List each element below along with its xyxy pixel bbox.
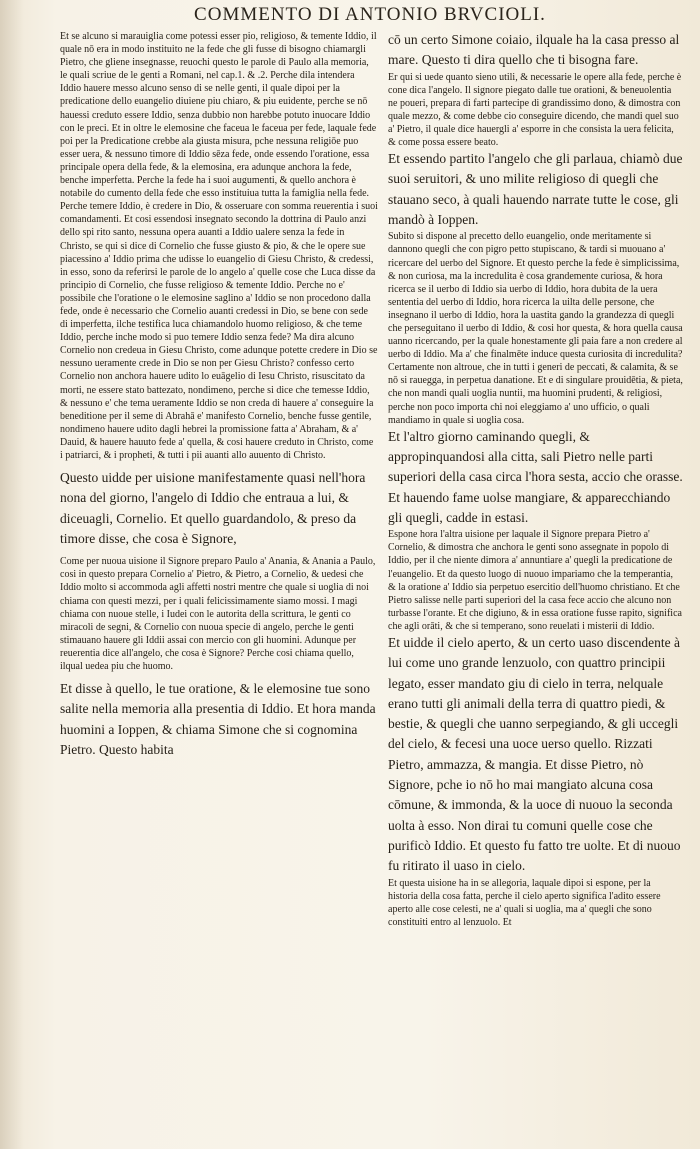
commentary-paragraph: Subito si dispone al precetto dello euangelio, onde meritamente si dannono quegli che con pigro petto stupiscano, & tardi si muouano a' ricercare del uerbo del Signore. Et questo perche la fede è simplicissima, & non curiosa, ma la incredulita è cosa grandemente curiosa, & hora ricerca se il uerbo di Iddio sia uerbo di Iddio, hora dubita de la uera sententia del uerbo di Iddio, hora ricerca la uilta delle persone, che insegnano il uerbo di Iddio, hora la uastita gando la grandezza di quegli che perseguitano il uerbo di Iddio, & cosi hor questa, & hora quella causa uanno ricercando, per la quale honestamente gli paia fare a non credere al uerbo di Iddio. Ma a' che finalmēte induce questa curiosita di incredulita? Certamente non altroue, che in tutti i generi de peccati, & calamita, & se nō si rauegga, in perpetua danatione. Et e di singulare prouidētia, & pieta, che non mandi quali uoglia nuntii, ma huomini prudenti, & religiosi, perche non poco importa chi noi eleggiamo a' uno ufficio, o quali mandiamo in quale si uoglia cosa.: [388, 231, 683, 426]
page-gutter-shadow: [0, 0, 24, 1149]
scripture-passage: Et disse à quello, le tue oratione, & le elemosine tue sono salite nella memoria alla presentia di Iddio. Et hora manda huomini a Ioppen, & chiama Simone che si cognomina Pietro. Questo habita: [60, 681, 376, 758]
commentary-paragraph: Et questa uisione ha in se allegoria, laquale dipoi si espone, per la historia della cosa fatta, perche il cielo aperto significa l'adito essere aperto alle cose celesti, ne a' quali si uoglia, ma a' quegli che sono constituiti entro al lenzuolo. Et: [388, 877, 661, 928]
scripture-passage: Et l'altro giorno caminando quegli, & appropinquandosi alla citta, sali Pietro nelle parti superiori della casa circa l'hora sesta, accio che orasse. Et hauendo fame uolse mangiare, & apparecchiando gli quegli, cadde in estasi.: [388, 428, 683, 525]
scripture-passage: cō un certo Simone coiaio, ilquale ha la casa presso al mare. Questo ti dira quello che ti bisogna fare.: [388, 32, 680, 68]
commentary-paragraph: Espone hora l'altra uisione per laquale il Signore prepara Pietro a' Cornelio, & dimostra che anchora le genti sono assegnate in popolo di Iddio, per il che niente dimora a' annuntiare a' quegli la predicatione de l'euangelio. Et da questo luogo di nuouo impariamo che la temperantia, & la oratione a' Iddio sia perpetuo esercitio dell'huomo christiano. Et che Pietro salisse nelle parti superiori del la casa fece accio che alcuno non turbasse l'orante. Et che digiuno, & in essa oratione fusse rapito, significa che agli orāti, & che si temperano, sono reuelati i misterii di Iddio.: [388, 529, 682, 632]
running-header: COMMENTO DI ANTONIO BRVCIOLI.: [194, 4, 546, 25]
scripture-passage: Et uidde il cielo aperto, & un certo uaso discendente à lui come uno grande lenzuolo, con quattro principii legato, esser mandato giu di cielo in terra, nelquale erano tutti gli animali della terra di quattro piedi, & bestie, & quegli che uanno serpegiando, & gli uccegli del cielo, & fecesi una uoce uerso quello. Rizzati Pietro, ammazza, & mangia. Et disse Pietro, nò Signore, pche io nō ho mai mangiato alcuna cosa cōmune, & immonda, & la uoce di nuouo la seconda uolta à esso. Non dirai tu comuni quelle cose che purificò Iddio. Et questo fu fatto tre uolte. Et di nuouo fu ritirato il uaso in cielo.: [388, 634, 681, 874]
commentary-paragraph: Er qui si uede quanto sieno utili, & necessarie le opere alla fede, perche è cone dica l'angelo. Il signore piegato dalle tue orationi, & beneuolentia ne poueri, prepara di farti partecipe di grandissimo dono, & dimostra con quale mezzo, & come debbe cio conseguire dicendo, che mandi quel suo a' Pietro, il quale dice hauergli a' esporre in che consista la uera felicita, & come possa essere beato.: [388, 71, 682, 149]
right-column: [388, 30, 683, 929]
scripture-passage: Questo uidde per uisione manifestamente quasi nell'hora nona del giorno, l'angelo di Iddio che entraua a lui, & diceuagli, Cornelio. Et quello guardandolo, & preso da timore disse, che cosa è Signore,: [60, 470, 366, 546]
scripture-passage: Et essendo partito l'angelo che gli parlaua, chiamò due suoi seruitori, & uno milite religioso di quegli che stauano seco, à quali hauendo narrate tutte le cose, gli mandò à Ioppen.: [388, 151, 683, 228]
commentary-paragraph: Come per nuoua uisione il Signore preparo Paulo a' Anania, & Anania a Paulo, cosi in questo prepara Cornelio a' Pietro, & Pietro, a Cornelio, & uedesi che Iddio molto si accommoda agli affetti nostri mentre che quale si uoglia di noi chiama con questi mezzi, per i quali felicissimamente siamo mossi. I magi chiama con nuoue stelle, i Iudei con le autorita della scrittura, le genti co miracoli de segni, & Cornelio con nuoua specie di angelo, perche le genti stimauano hauere gli Iddii assai con mercio con gli huomini. Adunque per reuerentia dice all'angelo, che cosa è Signore? Perche cosi chiama quello, ilqual uedea piu che huomo.: [60, 556, 376, 673]
commentary-paragraph: Et se alcuno si marauiglia come potessi esser pio, religioso, & temente Iddio, il quale nō era in modo instituito ne la fede che gli fusse di bisogno chiamargli Pietro, che gliene insegnasse, reuochi questo le parole di Paulo alla memoria, le quali scriue de le genti a Romani, nel cap.1. & .2. Perche dila intendera Iddio hauere messo alcuno senso di se nelle genti, il quale dipoi per la predicatione dello euangelio diuiene piu chiaro, & piu euidente, perche se nō hauessi creduto essere Iddio, senza dubbio non harebbe potuto inuocare Iddio con le preci. Et in oltre le elemosine che faceua le faceua per fede, laquale fede poi per la Predicatione crebbe ala giusta misura, pche nessuna religiōe puo esser uera, & nessuno timore di Iddio sēza fede, onde essendo l'oratione, essa principale opera della fede, & la elemosina, era adunque anchora la fede, benche imperfetta. Perche la fede ha i suoi augumenti, & quello anchora è notabile do cumento della fede che esso instituiua tutta la famiglia nella fede. Perche temere Iddio, è credere in Dio, & osseruare con somma reuerentia i suoi comandamenti. Et cosi essendosi insegnato secondo la dottrina di Paulo anzi dello spi rito santo, nessuna opera auanti a Iddio ualere senza la fede in Christo, se qui si dice di Cornelio che fusse giusto & pio, & che le opere sue piacessino a' Iddio prima che udisse lo euangelio di Giesu Christo, & credessi, in esso, sono da referirsi le parole de lo angelo a' quelle cose che Luca disse da principio di Cornelio, che fusse religioso & temente Iddio. Perche no e' possibile che l'oratione o le elemosine saglino a' Iddio se non procedono dalla fede, onde è necessario che Cornelio auanti credessi in Dio, se bene con sede di imperfetta, ilche testifica luca chiamandolo huomo religioso, & che teme Iddio, perche inche modo si puo temere Iddio senza fede? Ma dira alcuno Cornelio non credeua in Giesu Christo, come adunque potette credere in Dio se nessuno ueramente crede in Dio se non per Giesu Christo? confesso certo Cornelio non anchora hauere udito lo euāgelio di Iesu Christo, risuscitato da morti, ne essere stato battezato, nondimeno, perche si dice che temesse Iddio, & nessuno e' che tema ueramente Iddio se non creda di hauere a' conseguire la beneditione per il seme di Abrahā e' manifesto Cornelio, benche fusse gentile, nondimeno hauere udito dagli hebrei la promissione fatta a' Abraham, & a' Dauid, & hauere hauuto fede a' quella, & cosi hauere creduto in Christo, come i patriarci, & i propheti, & tutti i pii auanti allo auuento di Christo.: [60, 31, 378, 461]
left-column: [60, 30, 378, 760]
